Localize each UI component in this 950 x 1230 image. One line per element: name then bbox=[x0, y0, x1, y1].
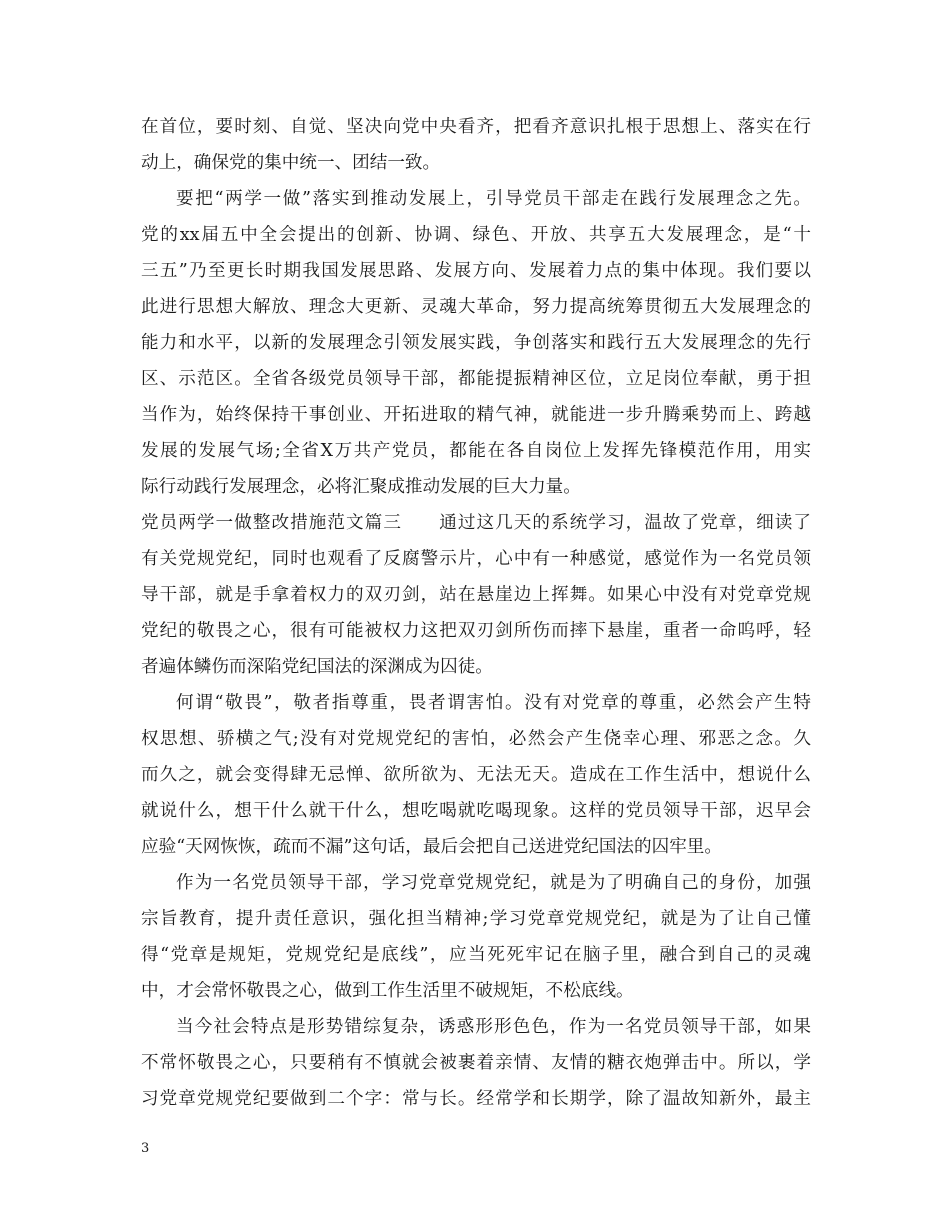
text-line: 者遍体鳞伤而深陷党纪国法的深渊成为囚徒。 bbox=[141, 657, 493, 677]
text-line: 当今社会特点是形势错综复杂，诱惑形形色色，作为一名党员领导干部，如果 bbox=[176, 1017, 811, 1037]
text-line: 能力和水平，以新的发展理念引领发展实践，争创落实和践行五大发展理念的先行 bbox=[141, 333, 811, 353]
text-line: 党员两学一做整改措施范文篇三 通过这几天的系统学习，温故了党章，细读了 bbox=[141, 513, 811, 533]
text-line: 作为一名党员领导干部，学习党章党规党纪，就是为了明确自己的身份，加强 bbox=[176, 873, 811, 893]
text-line: 何谓“敬畏”，敬者指尊重，畏者谓害怕。没有对党章的尊重，必然会产生特 bbox=[176, 693, 811, 713]
text-line: 有关党规党纪，同时也观看了反腐警示片，心中有一种感觉，感觉作为一名党员领 bbox=[141, 549, 811, 569]
text-line: 而久之，就会变得肆无忌惮、欲所欲为、无法无天。造成在工作生活中，想说什么 bbox=[141, 765, 811, 785]
text-line: 此进行思想大解放、理念大更新、灵魂大革命，努力提高统筹贯彻五大发展理念的 bbox=[141, 297, 811, 317]
text-line: 党纪的敬畏之心，很有可能被权力这把双刃剑所伤而摔下悬崖，重者一命呜呼，轻 bbox=[141, 621, 811, 641]
page-number: 3 bbox=[141, 1141, 150, 1156]
text-line: 际行动践行发展理念，必将汇聚成推动发展的巨大力量。 bbox=[141, 477, 581, 497]
text-line: 党的xx届五中全会提出的创新、协调、绿色、开放、共享五大发展理念，是“十 bbox=[141, 225, 811, 245]
text-line: 三五”乃至更长时期我国发展思路、发展方向、发展着力点的集中体现。我们要以 bbox=[141, 261, 811, 281]
text-line: 习党章党规党纪要做到二个字：常与长。经常学和长期学，除了温故知新外，最主 bbox=[141, 1089, 811, 1109]
text-line: 得“党章是规矩，党规党纪是底线”，应当死死牢记在脑子里，融合到自己的灵魂 bbox=[141, 945, 811, 965]
text-line: 应验“天网恢恢，疏而不漏”这句话，最后会把自己送进党纪国法的囚牢里。 bbox=[141, 837, 722, 857]
text-line: 当作为，始终保持干事创业、开拓进取的精气神，就能进一步升腾乘势而上、跨越 bbox=[141, 405, 811, 425]
text-line: 宗旨教育，提升责任意识，强化担当精神;学习党章党规党纪，就是为了让自己懂 bbox=[141, 909, 811, 929]
text-line: 就说什么，想干什么就干什么，想吃喝就吃喝现象。这样的党员领导干部，迟早会 bbox=[141, 801, 811, 821]
text-line: 在首位，要时刻、自觉、坚决向党中央看齐，把看齐意识扎根于思想上、落实在行 bbox=[141, 117, 811, 137]
text-line: 中，才会常怀敬畏之心，做到工作生活里不破规矩，不松底线。 bbox=[141, 981, 634, 1001]
text-line: 区、示范区。全省各级党员领导干部，都能提振精神区位，立足岗位奉献，勇于担 bbox=[141, 369, 811, 389]
text-line: 权思想、骄横之气;没有对党规党纪的害怕，必然会产生侥幸心理、邪恶之念。久 bbox=[141, 729, 811, 749]
text-line: 发展的发展气场;全省X万共产党员，都能在各自岗位上发挥先锋模范作用，用实 bbox=[141, 441, 811, 461]
text-line: 动上，确保党的集中统一、团结一致。 bbox=[141, 153, 441, 173]
text-line: 要把“两学一做”落实到推动发展上，引导党员干部走在践行发展理念之先。 bbox=[176, 189, 811, 209]
text-line: 导干部，就是手拿着权力的双刃剑，站在悬崖边上挥舞。如果心中没有对党章党规 bbox=[141, 585, 811, 605]
text-line: 不常怀敬畏之心，只要稍有不慎就会被裹着亲情、友情的糖衣炮弹击中。所以，学 bbox=[141, 1053, 811, 1073]
